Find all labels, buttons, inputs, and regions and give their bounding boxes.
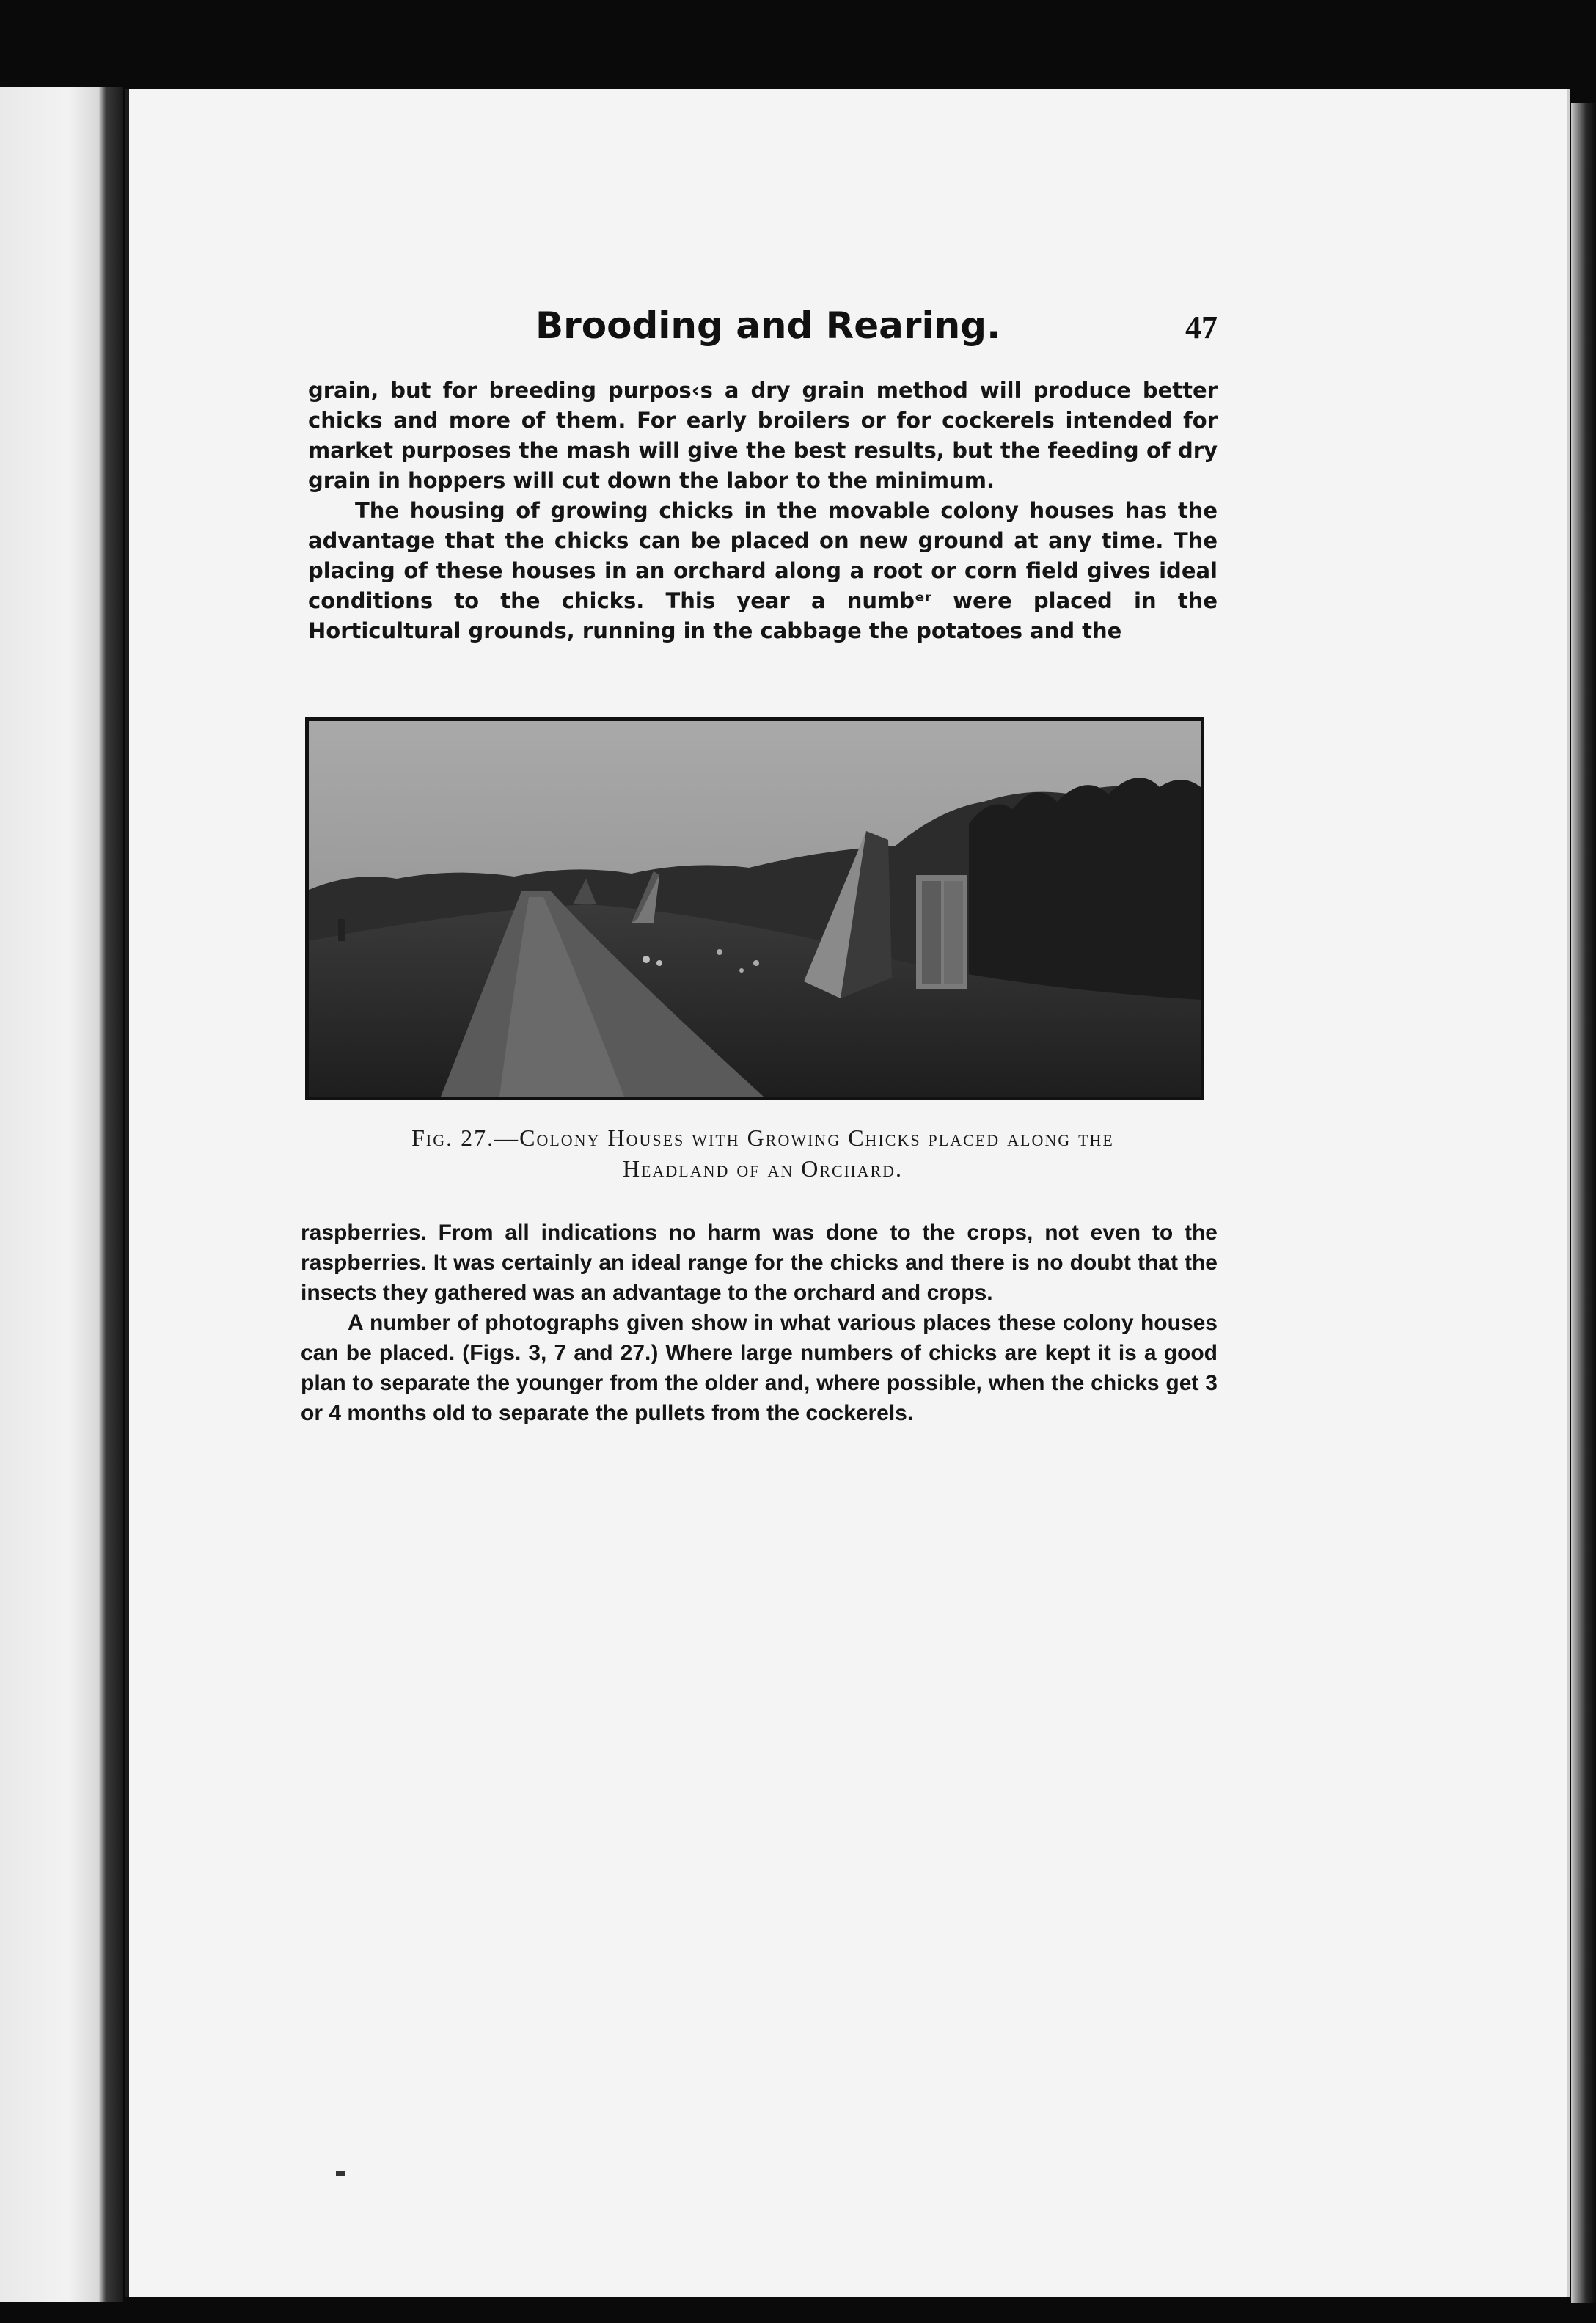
- ink-speck: [336, 2171, 345, 2176]
- page-right-edge: [1571, 103, 1596, 2303]
- paragraph: grain, but for breeding purpos‹s a dry grain method will produce better chicks and more of them. For early broilers or for cockerels intended for market purposes the mash will give the best results, but the feeding of dry grain in hoppers will cut down the labor to the minimum.: [308, 378, 1218, 493]
- page-header: [308, 304, 1218, 356]
- paragraph: raspberries. From all indications no harm was done to the crops, not even to the rasƿberries. It was certainly an ideal range for the chicks and there is no doubt that the insects they gathered was an advantage to the orchard and crops.: [301, 1221, 1218, 1305]
- body-text-bottom: [301, 1218, 1218, 1428]
- body-text-top: [308, 376, 1218, 646]
- caption-line-2: Headland of an Orchard.: [622, 1155, 904, 1182]
- photograph-colony-houses: [305, 717, 1204, 1100]
- paragraph: A number of photographs given show in what various places these colony houses can be placed. (Figs. 3, 7 and 27.) Where large numbers of chicks are kept it is a good plan to separate the younger from the older and, where possible, when the chicks get 3 or 4 months old to separate the pullets from the cockerels.: [301, 1311, 1218, 1425]
- paragraph: The housing of growing chicks in the movable colony houses has the advantage that the chicks can be placed on new ground at any time. The placing of these houses in an orchard along a root or corn field gives ideal conditions to the chicks. This year a numbᵉʳ were placed in the Horticultural grounds, running in the cabbage the potatoes and the: [308, 498, 1218, 643]
- book-spine-edge: [0, 87, 123, 2302]
- page-number: 47: [1185, 310, 1218, 345]
- figure-caption: [301, 1122, 1225, 1184]
- running-head: Brooding and Rearing.: [535, 304, 1001, 347]
- orchard-photo-icon: [309, 721, 1201, 1097]
- caption-line-1: Fig. 27.—Colony Houses with Growing Chicks placed along the: [411, 1124, 1114, 1151]
